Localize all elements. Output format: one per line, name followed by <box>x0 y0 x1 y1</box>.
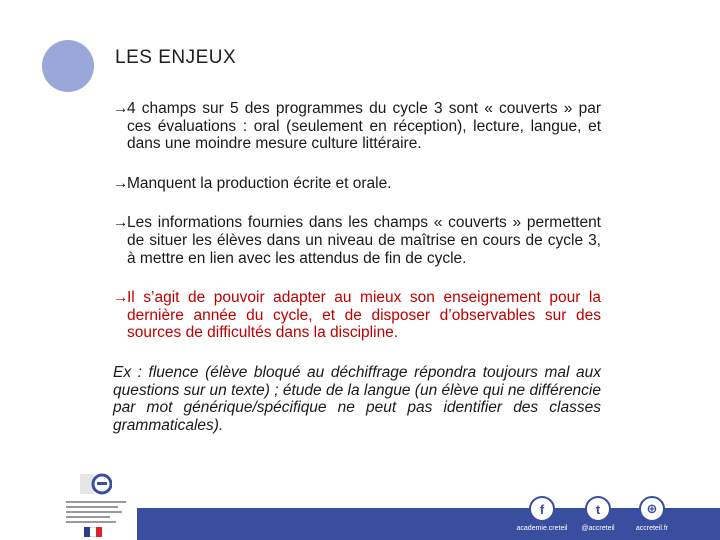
facebook-icon[interactable]: f <box>529 496 555 522</box>
academy-logo-icon <box>78 470 112 500</box>
arrow-icon: → <box>113 174 129 192</box>
example-text: Ex : fluence (élève bloqué au déchiffrage répondra toujours mal aux questions sur un texte) ; étude de la langue (un élève qui ne différencie par mot générique/spécifique ne peut pas identifier des classes grammaticales). <box>113 363 601 434</box>
arrow-icon: → <box>113 289 129 307</box>
social-label: @accreteil <box>581 525 615 532</box>
slide-content <box>113 100 601 434</box>
french-flag-icon <box>84 527 102 537</box>
bullet-item <box>113 175 601 193</box>
ministry-text-lines <box>66 501 128 526</box>
bullet-text: 4 champs sur 5 des programmes du cycle 3 sont « couverts » par ces évaluations : oral (seulement en réception), lecture, langue, et dans une moindre mesure culture littéraire. <box>127 100 601 153</box>
social-website[interactable] <box>622 496 682 532</box>
social-label: academie.creteil <box>516 525 568 532</box>
website-icon[interactable]: ⊕ <box>639 496 665 522</box>
arrow-icon: → <box>113 100 129 117</box>
bullet-item-highlight <box>113 289 601 342</box>
arrow-icon: → <box>113 214 129 232</box>
bullet-text: Les informations fournies dans les champs « couverts » permettent de situer les élèves dans un niveau de maîtrise en cours de cycle 3, à mettre en lien avec les attendus de fin de cycle. <box>127 214 601 267</box>
slide-title: LES ENJEUX <box>115 47 237 68</box>
decorative-circle <box>42 40 94 92</box>
bullet-text: Il s’agit de pouvoir adapter au mieux son enseignement pour la dernière année du cycle, et de disposer d’observables sur des sources de difficultés dans la discipline. <box>127 289 601 342</box>
bullet-text: Manquent la production écrite et orale. <box>127 174 392 192</box>
social-twitter[interactable] <box>568 496 628 532</box>
ministry-logo-block <box>62 470 132 538</box>
bullet-item <box>113 214 601 267</box>
social-label: accreteil.fr <box>635 525 669 532</box>
twitter-icon[interactable]: t <box>585 496 611 522</box>
social-facebook[interactable] <box>512 496 572 532</box>
bullet-item <box>113 100 601 153</box>
